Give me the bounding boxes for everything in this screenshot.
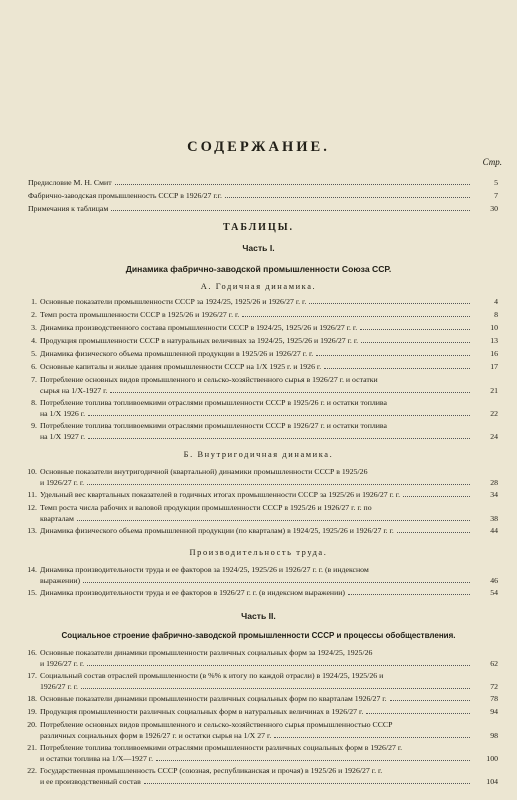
preface-text: Примечания к таблицам xyxy=(28,204,109,213)
page-title: СОДЕРЖАНИЕ. xyxy=(187,139,330,155)
entry-text-line: Основные показатели внутригодичной (квартальной) динамики промышленности СССР в 1925/26 xyxy=(40,467,368,476)
page-number: 30 xyxy=(490,204,498,213)
page-number: 98 xyxy=(490,731,498,740)
dot-leader xyxy=(274,737,470,738)
entry-last-line xyxy=(40,707,473,718)
entry-number: 21. xyxy=(27,743,37,752)
entry-last-line xyxy=(40,490,473,501)
entry-last-line xyxy=(40,409,473,420)
entry-number: 10. xyxy=(27,467,37,476)
entry-text-line: выражении) xyxy=(40,576,81,585)
page-number: 16 xyxy=(490,349,498,358)
dot-leader xyxy=(348,594,470,595)
page-column-header: Стр. xyxy=(482,157,502,167)
entry-text-line: Потребление основных видов промышленного и сельско-хозяйственного сырья промышленностью СССР xyxy=(40,720,393,729)
entry-text-line: Темп роста числа рабочих и валовой продукции промышленности СССР в 1925/26 и 1926/27 г. г. по xyxy=(40,503,372,512)
dot-leader xyxy=(144,783,470,784)
entry-number: 2. xyxy=(31,310,37,319)
entry-last-line xyxy=(40,323,473,334)
dot-leader xyxy=(242,316,470,317)
entry-text-line: Потребление топлива топливоемкими отраслями промышленности СССР в 1925/26 г. и остатки топлива xyxy=(40,398,387,407)
entry-last-line xyxy=(40,362,473,373)
page-number: 4 xyxy=(494,297,498,306)
dot-leader xyxy=(403,496,470,497)
entry-text-line: Темп роста промышленности СССР в 1925/26 и 1926/27 г. г. xyxy=(40,310,240,319)
entry-text-line: Динамика производственного состава промышленности СССР в 1924/25, 1925/26 и 1926/27 г. г. xyxy=(40,323,358,332)
entry-text-line: на 1/X 1927 г. xyxy=(40,432,86,441)
entry-last-line xyxy=(40,526,473,537)
dot-leader xyxy=(111,210,470,211)
dot-leader xyxy=(360,329,470,330)
dot-leader xyxy=(88,438,470,439)
page-number: 10 xyxy=(490,323,498,332)
page-number: 54 xyxy=(490,588,498,597)
preface-line xyxy=(28,178,473,189)
entry-text-line: Динамика производительности труда и ее факторов в 1926/27 г. г. (в индексном выражении) xyxy=(40,588,346,597)
entry-text-line: Потребление топлива топливоемкими отраслями промышленности СССР в 1926/27 г. и остатки топлива xyxy=(40,421,387,430)
dot-leader xyxy=(156,760,470,761)
entry-text-line: кварталам xyxy=(40,514,74,523)
page-number: 72 xyxy=(490,682,498,691)
part2-label: Часть II. xyxy=(241,611,276,621)
entry-text-line: и 1926/27 г. г. xyxy=(40,659,85,668)
entry-text-line: Продукция промышленности различных социальных форм в натуральных величинах в 1926/27 г. xyxy=(40,707,364,716)
dot-leader xyxy=(390,700,470,701)
dot-leader xyxy=(115,184,470,185)
entry-text-line: Потребление топлива топливоемкими отраслями промышленности различных социальных форм в 1926/27 г. xyxy=(40,743,403,752)
entry-text-line: и 1926/27 г. г. xyxy=(40,478,85,487)
dot-leader xyxy=(309,303,470,304)
preface-line xyxy=(28,204,473,215)
section-a-heading: А. Годичная динамика. xyxy=(200,282,317,291)
page-number: 94 xyxy=(490,707,498,716)
preface-line xyxy=(28,191,473,202)
entry-number: 12. xyxy=(27,503,37,512)
page-number: 100 xyxy=(486,754,498,763)
entry-last-line xyxy=(40,576,473,587)
section-c-heading: Производительность труда. xyxy=(189,548,328,557)
entry-text-line: Государственная промышленность СССР (союзная, республиканская и прочая) в 1925/26 и 1926/27 г. г. xyxy=(40,766,383,775)
page-number: 7 xyxy=(494,191,498,200)
entry-last-line xyxy=(40,514,473,525)
entry-number: 18. xyxy=(27,694,37,703)
entry-number: 19. xyxy=(27,707,37,716)
dot-leader xyxy=(361,342,470,343)
entry-text-line: и ее производственный состав xyxy=(40,777,141,786)
dot-leader xyxy=(87,484,470,485)
dot-leader xyxy=(397,532,470,533)
page-number: 38 xyxy=(490,514,498,523)
entry-text-line: Динамика производительности труда и ее факторов за 1924/25, 1925/26 и 1926/27 г. г. (в индексном xyxy=(40,565,369,574)
entry-number: 4. xyxy=(31,336,37,345)
entry-text-line: на 1/X 1926 г. xyxy=(40,409,86,418)
entry-number: 16. xyxy=(27,648,37,657)
page-number: 78 xyxy=(490,694,498,703)
entry-last-line xyxy=(40,310,473,321)
entry-last-line xyxy=(40,336,473,347)
page-number: 5 xyxy=(494,178,498,187)
page-number: 22 xyxy=(490,409,498,418)
entry-last-line xyxy=(40,694,473,705)
part2-title: Социальное строение фабрично-заводской промышленности СССР и процессы обобществления. xyxy=(61,631,456,640)
entry-last-line xyxy=(40,386,473,397)
entry-text-line: Социальный состав отраслей промышленности (в %% к итогу по каждой отрасли) в 1924/25, 1925/26 и xyxy=(40,671,384,680)
entry-last-line xyxy=(40,297,473,308)
entry-number: 5. xyxy=(31,349,37,358)
page-number: 13 xyxy=(490,336,498,345)
page-number: 46 xyxy=(490,576,498,585)
page-number: 44 xyxy=(490,526,498,535)
page-number: 34 xyxy=(490,490,498,499)
section-b-heading: Б. Внутригодичная динамика. xyxy=(183,450,334,459)
dot-leader xyxy=(77,520,470,521)
tables-heading: ТАБЛИЦЫ. xyxy=(222,222,295,233)
entry-last-line xyxy=(40,478,473,489)
entry-last-line xyxy=(40,432,473,443)
entry-last-line xyxy=(40,659,473,670)
entry-number: 20. xyxy=(27,720,37,729)
page-number: 21 xyxy=(490,386,498,395)
entry-number: 3. xyxy=(31,323,37,332)
entry-text-line: различных социальных форм в 1926/27 г. и остатки сырья на 1/X 27 г. xyxy=(40,731,272,740)
entry-number: 15. xyxy=(27,588,37,597)
entry-text-line: Продукция промышленности СССР в натуральных величинах за 1924/25, 1925/26 и 1926/27 г. г. xyxy=(40,336,359,345)
entry-text-line: 1926/27 г. г. xyxy=(40,682,78,691)
entry-text-line: Основные капиталы и жилые здания промышленности СССР на 1/X 1925 г. и 1926 г. xyxy=(40,362,322,371)
entry-last-line xyxy=(40,682,473,693)
entry-number: 7. xyxy=(31,375,37,384)
entry-text-line: Основные показатели динамики промышленности различных социальных форм за 1924/25, 1925/26 xyxy=(40,648,373,657)
entry-number: 22. xyxy=(27,766,37,775)
entry-text-line: Динамика физического объема промышленной продукции (по кварталам) в 1924/25, 1925/26 и 1926/27 г. г. xyxy=(40,526,394,535)
entry-number: 9. xyxy=(31,421,37,430)
entry-last-line xyxy=(40,588,473,599)
entry-last-line xyxy=(40,754,473,765)
entry-text-line: Потребление основных видов промышленного и сельско-хозяйственного сырья в 1926/27 г. и остатки xyxy=(40,375,378,384)
entry-text-line: и остатки топлива на 1/X—1927 г. xyxy=(40,754,154,763)
entry-last-line xyxy=(40,731,473,742)
page-number: 17 xyxy=(490,362,498,371)
dot-leader xyxy=(88,415,470,416)
entry-text-line: сырья на 1/X-1927 г. xyxy=(40,386,108,395)
dot-leader xyxy=(110,392,470,393)
entry-number: 14. xyxy=(27,565,37,574)
dot-leader xyxy=(83,582,470,583)
part1-label: Часть I. xyxy=(242,243,275,253)
entry-text-line: Основные показатели динамики промышленности различных социальных форм по кварталам 1926/27 г. xyxy=(40,694,387,703)
dot-leader xyxy=(324,368,470,369)
preface-text: Фабрично-заводская промышленность СССР в 1926/27 г.г. xyxy=(28,191,222,200)
preface-text: Предисловие М. Н. Смит xyxy=(28,178,112,187)
page-number: 8 xyxy=(494,310,498,319)
entry-number: 1. xyxy=(31,297,37,306)
dot-leader xyxy=(87,665,470,666)
part1-title: Динамика фабрично-заводской промышленности Союза ССР. xyxy=(125,264,392,274)
entry-number: 8. xyxy=(31,398,37,407)
page-number: 104 xyxy=(486,777,498,786)
dot-leader xyxy=(316,355,470,356)
entry-number: 17. xyxy=(27,671,37,680)
page-number: 28 xyxy=(490,478,498,487)
page-number: 62 xyxy=(490,659,498,668)
entry-number: 13. xyxy=(27,526,37,535)
dot-leader xyxy=(81,688,470,689)
dot-leader xyxy=(225,197,470,198)
entry-text-line: Динамика физического объема промышленной продукции в 1925/26 и 1926/27 г. г. xyxy=(40,349,314,358)
entry-text-line: Удельный вес квартальных показателей в годичных итогах промышленности СССР за 1925/26 и 1926/27 г. г. xyxy=(40,490,401,499)
entry-number: 6. xyxy=(31,362,37,371)
dot-leader xyxy=(366,713,470,714)
entry-last-line xyxy=(40,777,473,788)
page-number: 24 xyxy=(490,432,498,441)
entry-number: 11. xyxy=(27,490,37,499)
entry-text-line: Основные показатели промышленности СССР за 1924/25, 1925/26 и 1926/27 г. г. xyxy=(40,297,307,306)
entry-last-line xyxy=(40,349,473,360)
